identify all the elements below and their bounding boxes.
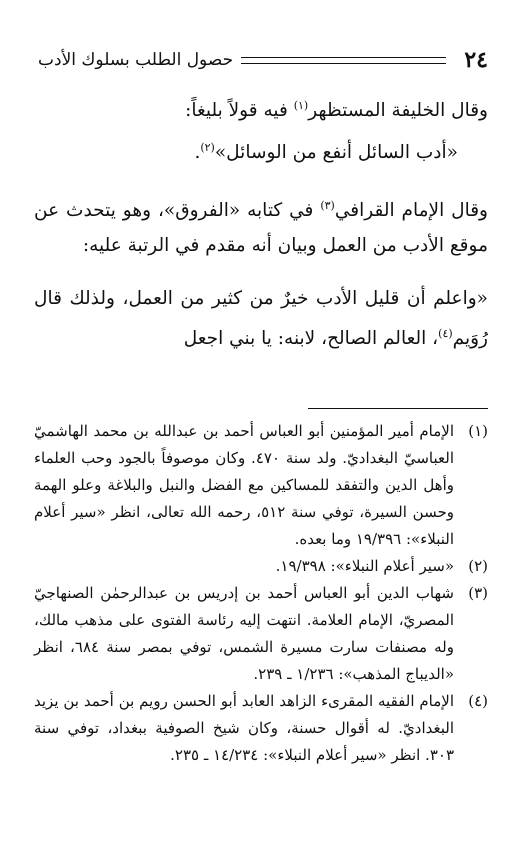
footnote-number: (٤) <box>468 692 488 710</box>
footnote-1 <box>34 418 488 553</box>
footnote-text: الإمام الفقيه المقرىء الزاهد العابد أبو الحسن رويم بن أحمد بن يزيد البغداديّ. له أقوال حسنة، وكان شيخ الصوفية ببغداد، توفي سنة ٣٠٣. انظر «سير أعلام النبلاء»: ١٤/٢٣٤ ـ ٢٣٥. <box>34 692 454 764</box>
paragraph-1-text: وقال الخليفة المستظهر <box>308 100 488 122</box>
main-text <box>34 88 488 357</box>
paragraph-2-text: وقال الإمام القرافي <box>334 200 488 222</box>
page-number: ٢٤ <box>464 47 488 73</box>
footnote-ref-1: (١) <box>293 99 309 112</box>
footnote-ref-4: (٤) <box>438 327 453 341</box>
header-rule <box>241 57 446 64</box>
paragraph-2-tail: في كتابه «الفروق»، وهو يتحدث عن موقع الأدب من العمل وبيان أنه مقدم في الرتبة عليه: <box>34 200 488 257</box>
quote-1-text: «أدب السائل أنفع من الوسائل» <box>214 142 458 164</box>
footnote-text: شهاب الدين أبو العباس أحمد بن إدريس بن عبدالرحمٰن الصنهاجيّ المصريّ، الإمام العلامة. انتهت إليه رئاسة الفتوى على مذهب مالك، وله مصنفات سارت مسيرة الشمس، توفي بمصر سنة ٦٨٤، انظر «الديباج المذهب»: ١/٢٣٦ ـ ٢٣٩. <box>34 584 454 683</box>
quote-1-tail: . <box>194 142 201 164</box>
footnote-divider <box>308 408 488 409</box>
paragraph-1-tail: فيه قولاً بليغاً: <box>185 100 294 122</box>
footnote-text: «سير أعلام النبلاء»: ١٩/٣٩٨. <box>275 557 454 575</box>
footnote-number: (٣) <box>468 584 488 602</box>
running-title: حصول الطلب بسلوك الأدب <box>38 50 234 70</box>
footnotes <box>34 418 488 769</box>
paragraph-3 <box>34 281 488 356</box>
quote-1 <box>34 130 488 170</box>
paragraph-3-text: «واعلم أن قليل الأدب خيرٌ من كثير من العمل، ولذلك قال رُوَيم <box>34 288 488 350</box>
footnote-3 <box>34 580 488 688</box>
footnote-ref-2: (٢) <box>200 141 215 155</box>
footnote-ref-3: (٣) <box>320 199 335 213</box>
footnote-4 <box>34 688 488 769</box>
footnote-number: (٢) <box>468 557 488 575</box>
footnote-2 <box>34 553 488 580</box>
footnote-number: (١) <box>468 422 488 440</box>
paragraph-2 <box>34 188 488 263</box>
footnote-text: الإمام أمير المؤمنين أبو العباس أحمد بن عبدالله بن محمد الهاشميّ العباسيّ البغداديّ. ولد سنة ٤٧٠. وكان موصوفاً بالجود وحب العلماء وأهل الدين والتفقد للمساكين مع الفضل والنبل والبلاغة وعلو الهمة وحسن السيرة، توفي سنة ٥١٢، رحمه الله تعالى، انظر «سير أعلام النبلاء»: ١٩/٣٩٦ وما بعده. <box>34 422 454 548</box>
running-header <box>38 44 488 76</box>
paragraph-1 <box>34 88 488 128</box>
paragraph-3-tail: ، العالم الصالح، لابنه: يا بني اجعل <box>183 328 439 350</box>
